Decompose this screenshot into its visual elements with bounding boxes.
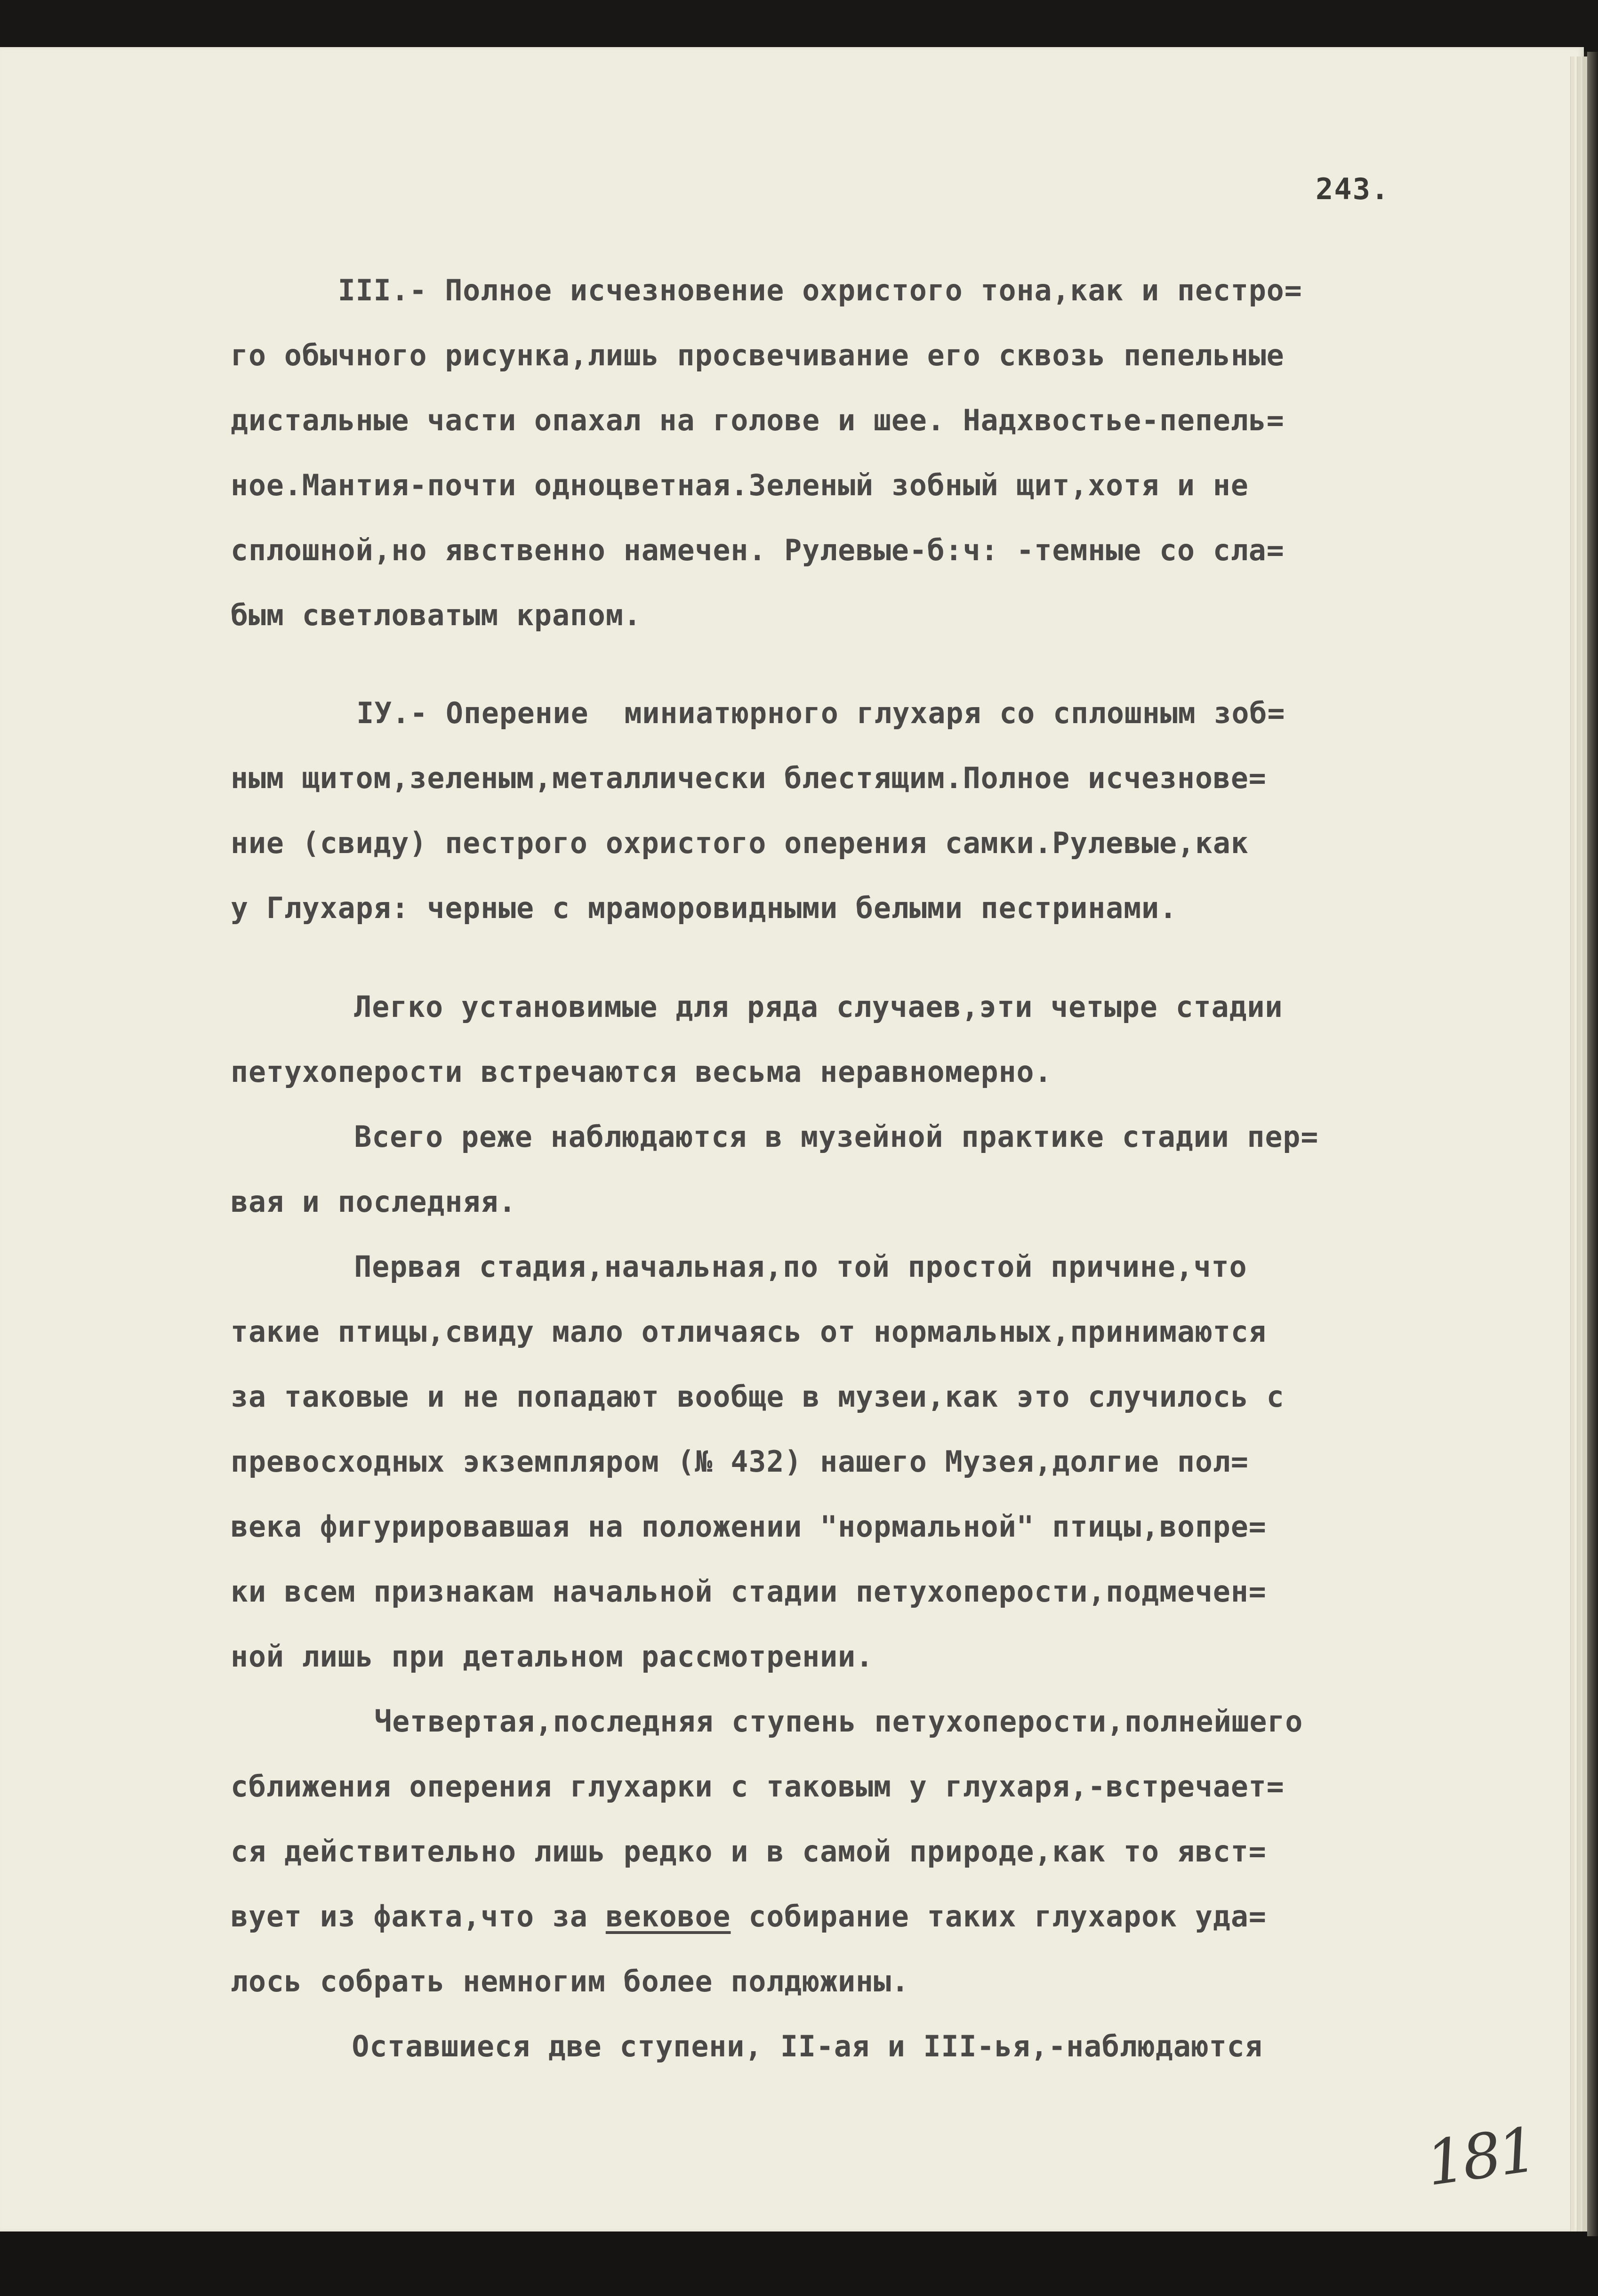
paragraph-rarest-stages (231, 1104, 1511, 1234)
text-fragment (731, 1899, 748, 1933)
text-line: бым светловатым крапом. (231, 598, 642, 632)
text-line: ние (свиду) пестрого охристого оперения самки.Рулевые,как (231, 826, 1249, 860)
text-line: ся действительно лишь редко и в самой природе,как то явст= (231, 1834, 1267, 1869)
scanner-bottom-border (0, 2232, 1598, 2296)
text-fragment: собирание таких глухарок уда= (748, 1899, 1267, 1933)
scanner-top-border (0, 0, 1598, 52)
page-edge (1577, 56, 1581, 2232)
text-line: вая и последняя. (231, 1184, 517, 1219)
text-line: ной лишь при детальном рассмотрении. (231, 1639, 874, 1674)
text-line: сближения оперения глухарки с таковым у глухаря,-встречает= (231, 1769, 1285, 1804)
body-text (231, 258, 1511, 2079)
text-line: века фигурировавшая на положении "нормальной" птицы,вопре= (231, 1509, 1267, 1544)
text-line: Первая стадия,начальная,по той простой причине,что (354, 1249, 1247, 1284)
text-line: Четвертая,последняя ступень петухоперости,полнейшего (356, 1704, 1303, 1739)
text-line: III.- Полное исчезновение охристого тона,как и пестро= (337, 273, 1302, 307)
text-line: петухоперости встречаются весьма неравномерно. (231, 1055, 1052, 1089)
paragraph-stage-four (231, 681, 1511, 941)
text-line: за таковые и не попадают вообще в музеи,как это случилось с (231, 1379, 1285, 1414)
text-line-with-underline (231, 1884, 1498, 1949)
text-line: Легко установимые для ряда случаев,эти четыре стадии (354, 990, 1283, 1024)
text-line: го обычного рисунка,лишь просвечивание его сквозь пепельные (231, 338, 1285, 372)
text-line: IУ.- Оперение миниатюрного глухаря со сплошным зоб= (356, 696, 1285, 730)
text-line: ное.Мантия-почти одноцветная.Зеленый зобный щит,хотя и не (231, 468, 1249, 502)
page-edge (1570, 56, 1574, 2232)
paragraph-remaining-stages (231, 2014, 1511, 2079)
page-number: 243. (1316, 172, 1390, 206)
text-line: превосходных экземпляром (№ 432) нашего Музея,долгие пол= (231, 1444, 1249, 1479)
paragraph-fourth-stage (231, 1689, 1511, 2014)
paragraph-first-stage (231, 1234, 1511, 1689)
text-line: Оставшиеся две ступени, II-ая и III-ья,-наблюдаются (352, 2029, 1263, 2063)
text-fragment: вует из факта,что за (231, 1899, 606, 1933)
underlined-word: вековое (605, 1899, 731, 1933)
text-line: Всего реже наблюдаются в музейной практике стадии пер= (354, 1120, 1319, 1154)
text-line: у Глухаря: черные с мраморовидными белыми пестринами. (231, 891, 1178, 925)
paragraph-stages-summary (231, 975, 1511, 1104)
paragraph-stage-three (231, 258, 1511, 648)
handwritten-folio-number: 181 (1421, 2113, 1539, 2200)
text-line: такие птицы,свиду мало отличаясь от нормальных,принимаются (231, 1314, 1267, 1349)
binding-shadow (1587, 52, 1598, 2236)
text-line: сплошной,но явственно намечен. Рулевые-б:ч: -темные со сла= (231, 533, 1285, 567)
text-line: ки всем признакам начальной стадии петухоперости,подмечен= (231, 1574, 1267, 1609)
text-line: дистальные части опахал на голове и шее. Надхвостье-пепель= (231, 403, 1285, 437)
text-line: ным щитом,зеленым,металлически блестящим.Полное исчезнове= (231, 761, 1267, 795)
text-line: лось собрать немногим более полдюжины. (231, 1964, 909, 1998)
